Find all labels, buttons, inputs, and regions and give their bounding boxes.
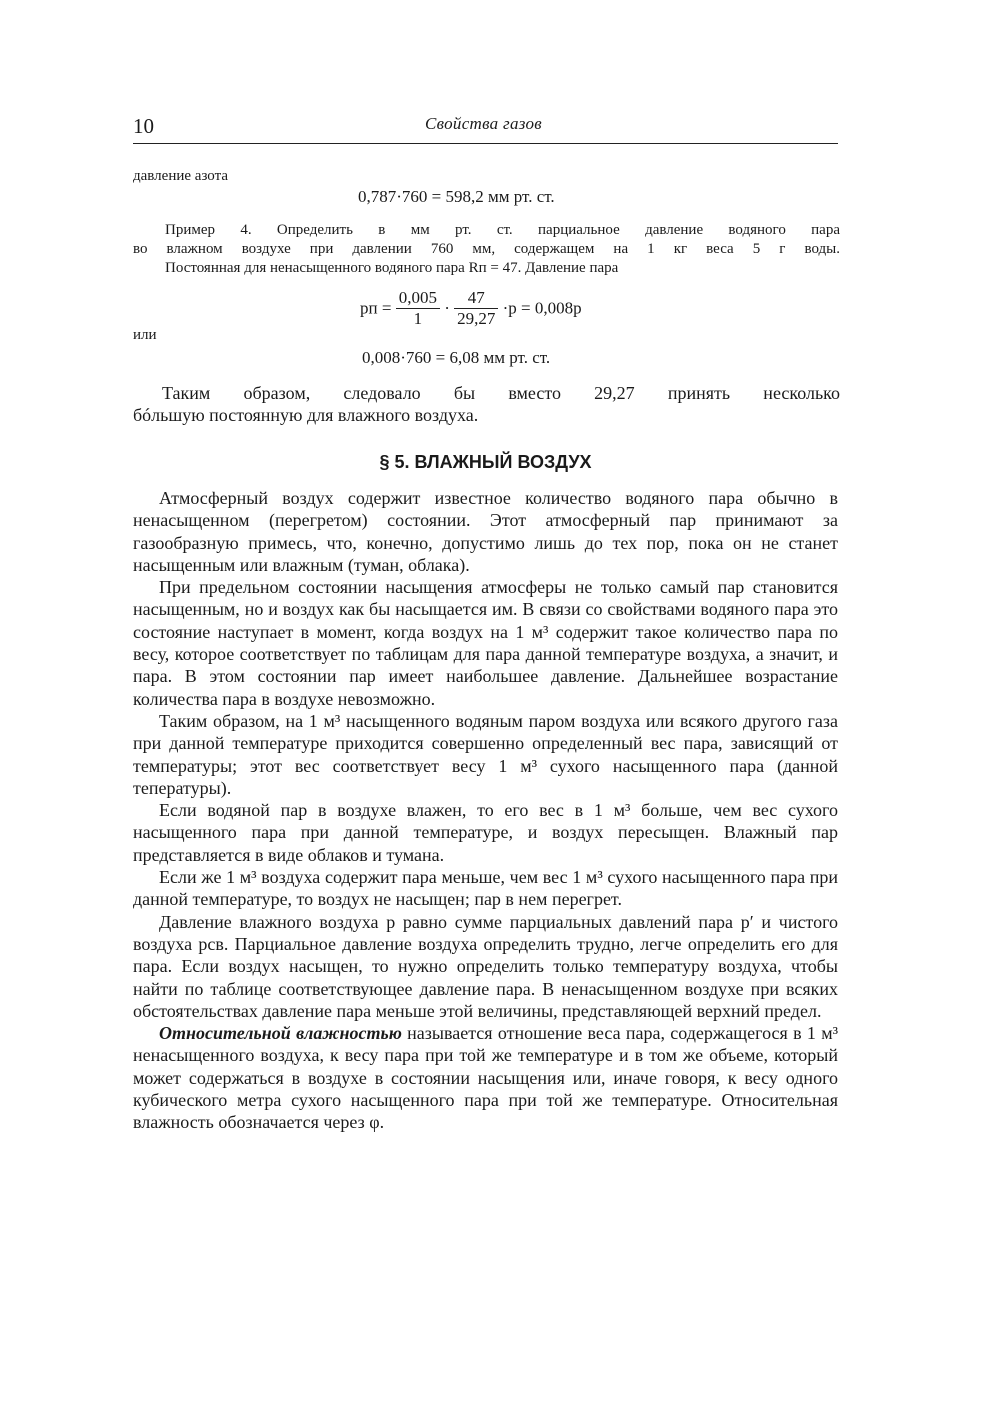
fraction-1-numerator: 0,005	[396, 288, 440, 309]
section-body	[133, 487, 838, 1134]
section-heading: § 5. ВЛАЖНЫЙ ВОЗДУХ	[379, 452, 592, 472]
relative-humidity-term: Относительной влажностью	[159, 1023, 402, 1044]
formula-rhs: ·p = 0,008p	[502, 298, 582, 318]
running-title: Свойства газов	[425, 114, 542, 133]
fraction-2-denominator: 29,27	[457, 309, 496, 328]
conclusion-line-1: Таким образом, следовало бы вместо 29,27 принять несколько	[162, 383, 840, 403]
result-equation: 0,008·760 = 6,08 мм рт. ст.	[362, 348, 551, 367]
paragraph-7	[133, 1022, 838, 1133]
header-rule	[133, 143, 838, 144]
fraction-1-denominator: 1	[413, 309, 423, 328]
fraction-2-numerator: 47	[454, 288, 498, 309]
or-label: или	[133, 327, 157, 343]
paragraph-1: Атмосферный воздух содержит известное количество водяного пара обычно в ненасыщенном (перегретом) состоянии. Этот атмосферный пар принимают за газообразную примесь, что, конечно, допустимо лишь до тех пор, пока он не станет насыщенным или влажным (туман, облака).	[133, 488, 838, 575]
example-line-2: во влажном воздухе при давлении 760 мм, содержащем на 1 кг веса 5 г воды.	[133, 241, 840, 257]
formula-fraction-1	[396, 288, 440, 329]
paragraph-4: Если водяной пар в воздухе влажен, то его вес в 1 м³ больше, чем вес сухого насыщенного пара при данной температуре, и воздух пересыщен. Влажный пар представляется в виде облаков и тумана.	[133, 800, 838, 865]
nitrogen-label: давление азота	[133, 168, 228, 184]
formula-lhs: pп =	[360, 298, 392, 318]
partial-pressure-formula	[360, 288, 582, 329]
example-line-3: Постоянная для ненасыщенного водяного пара Rп = 47. Давление пара	[165, 260, 619, 276]
paragraph-2: При предельном состоянии насыщения атмосферы не только самый пар становится насыщенным, но и воздух как бы насыщается им. В связи со свойствами водяного пара это состояние наступает в момент, когда воздух на 1 м³ содержит такое количество пара по весу, которое соответствует по таблицам для пара данной температуре воздуха, а значит, и пара. В этом состоянии пар имеет наибольшее давление. Дальнейшее возрастание количества пара в воздухе невозможно.	[133, 577, 838, 709]
paragraph-6: Давление влажного воздуха p равно сумме парциальных давлений пара p′ и чистого воздуха pсв. Парциальное давление воздуха определить трудно, легче определить его для пара. Если воздух насыщен, то нужно определить только температуру воздуха, чтобы найти по таблице соответствующее давление пара. В ненасыщенном воздухе при всяких обстоятельствах давление пара меньше этой величины, представляющей верхний предел.	[133, 911, 838, 1021]
example-line-1: Пример 4. Определить в мм рт. ст. парциальное давление водяного пара	[165, 222, 840, 238]
formula-dot: ·	[444, 298, 450, 318]
page-number: 10	[133, 114, 154, 138]
nitrogen-equation: 0,787·760 = 598,2 мм рт. ст.	[358, 187, 555, 206]
paragraph-5: Если же 1 м³ воздуха содержит пара меньше, чем вес 1 м³ сухого насыщенного пара при данной температуре, то воздух не насыщен; пар в нем перегрет.	[133, 867, 838, 910]
paragraph-7-text: называется отношение веса пара, содержащегося в 1 м³ ненасыщенного воздуха, к весу пара при той же температуре и в том же объеме, который может содержаться в воздухе в состоянии насыщения или, иначе говоря, к весу одного кубического метра сухого насыщенного пара при той же температуре. Относительная влажность обозначается через φ.	[133, 1023, 838, 1133]
formula-fraction-2	[454, 288, 498, 329]
paragraph-3: Таким образом, на 1 м³ насыщенного водяным паром воздуха или всякого другого газа при данной температуре приходится совершенно определенный вес пара, зависящий от температуры; этот вес соответствует весу 1 м³ сухого насыщенного пара (данной тепературы).	[133, 710, 838, 798]
conclusion-line-2: бóльшую постоянную для влажного воздуха.	[133, 405, 479, 425]
